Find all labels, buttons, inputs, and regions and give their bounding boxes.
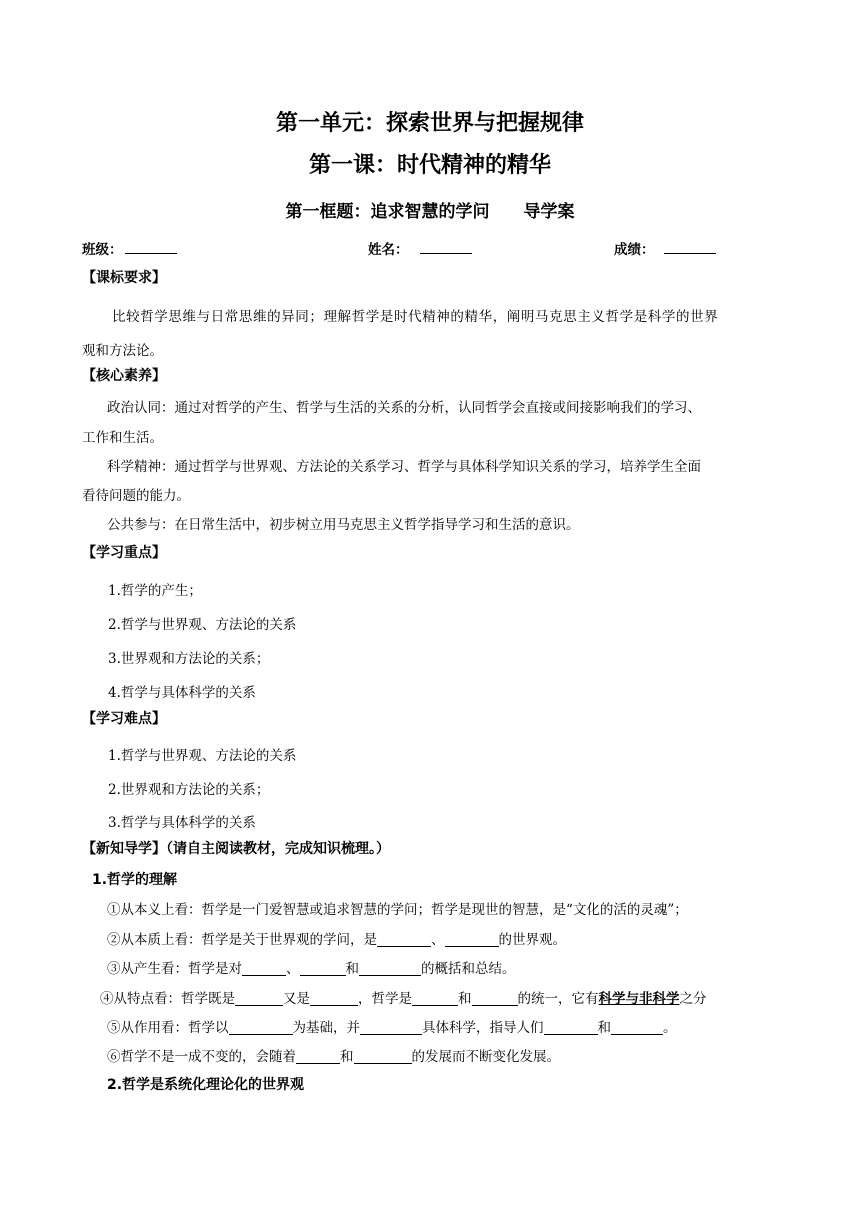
fill-blank[interactable] <box>611 1020 663 1035</box>
literacy-p3: 公共参与：在日常生活中，初步树立用马克思主义哲学指导学习和生活的意识。 <box>107 517 580 533</box>
fill-blank[interactable] <box>412 991 458 1006</box>
fill-blank[interactable] <box>359 961 421 976</box>
item-3-text-c: 和 <box>345 961 359 977</box>
understanding-item-4 <box>100 987 707 1007</box>
fill-blank[interactable] <box>360 1020 422 1035</box>
item-2-text-b: 、 <box>431 932 445 948</box>
item-3-text-d: 的概括和总结。 <box>421 961 516 977</box>
standards-heading: 【课标要求】 <box>82 270 166 286</box>
fill-blank[interactable] <box>229 1020 293 1035</box>
understanding-item-3 <box>107 957 516 977</box>
item-3-text-b: 、 <box>286 961 300 977</box>
item-4-text-g: 之分 <box>679 991 707 1007</box>
guide-heading: 【新知导学】 <box>82 841 166 857</box>
literacy-p1-line-1: 政治认同：通过对哲学的产生、哲学与生活的关系的分析，认同哲学会直接或间接影响我们的学习、 <box>107 400 701 416</box>
literacy-p2-line-2: 看待问题的能力。 <box>82 488 190 504</box>
item-6-text-c: 的发展而不断变化发展。 <box>411 1049 560 1065</box>
item-5-text-a: ⑤从作用看：哲学以 <box>107 1020 229 1036</box>
key-point-item: 2.哲学与世界观、方法论的关系 <box>108 617 297 633</box>
item-6-text-a: ⑥哲学不是一成不变的，会随着 <box>107 1049 296 1065</box>
item-4-text-e: 的统一，它有 <box>517 991 599 1007</box>
key-points-heading: 【学习重点】 <box>82 545 166 561</box>
item-5-text-c: 具体科学，指导人们 <box>422 1020 544 1036</box>
score-blank[interactable] <box>664 252 716 254</box>
fill-blank[interactable] <box>445 932 499 947</box>
item-2-text-c: 的世界观。 <box>498 932 566 948</box>
fill-blank[interactable] <box>354 1049 412 1064</box>
guide-subheading-2: 2.哲学是系统化理论化的世界观 <box>107 1077 305 1093</box>
fill-blank[interactable] <box>296 1049 340 1064</box>
difficult-point-item: 1.哲学与世界观、方法论的关系 <box>108 748 297 764</box>
class-blank[interactable] <box>125 252 177 254</box>
understanding-item-5 <box>107 1016 677 1036</box>
topic-title: 第一框题：追求智慧的学问 导学案 <box>285 202 575 222</box>
name-blank[interactable] <box>420 252 472 254</box>
difficult-points-heading: 【学习难点】 <box>82 711 166 727</box>
item-4-emphasis: 科学与非科学 <box>598 991 680 1007</box>
unit-title: 第一单元：探索世界与把握规律 <box>275 111 584 136</box>
item-3-text-a: ③从产生看：哲学是对 <box>107 961 242 977</box>
lesson-title: 第一课：时代精神的精华 <box>308 153 551 178</box>
literacy-heading: 【核心素养】 <box>82 368 166 384</box>
literacy-p1-line-2: 工作和生活。 <box>82 430 163 446</box>
item-4-text-d: 和 <box>458 991 472 1007</box>
literacy-p2-line-1: 科学精神：通过哲学与世界观、方法论的关系学习、哲学与具体科学知识关系的学习，培养学生全面 <box>107 459 701 475</box>
fill-blank[interactable] <box>544 1020 598 1035</box>
guide-heading-line <box>82 838 390 858</box>
difficult-point-item: 2.世界观和方法论的关系； <box>108 782 270 798</box>
item-5-text-d: 和 <box>597 1020 611 1036</box>
understanding-item-6 <box>107 1045 560 1065</box>
item-4-text-a: ④从特点看：哲学既是 <box>100 991 235 1007</box>
item-6-text-b: 和 <box>340 1049 354 1065</box>
item-4-text-b: 又是 <box>283 991 310 1007</box>
standards-line-2: 观和方法论。 <box>82 343 163 359</box>
fill-blank[interactable] <box>300 961 346 976</box>
fill-blank[interactable] <box>310 991 358 1006</box>
item-4-text-c: ，哲学是 <box>358 991 412 1007</box>
understanding-item-2 <box>107 928 566 948</box>
item-5-text-b: 为基础，并 <box>292 1020 360 1036</box>
fill-blank[interactable] <box>242 961 286 976</box>
fill-blank[interactable] <box>472 991 518 1006</box>
key-point-item: 4.哲学与具体科学的关系 <box>108 685 256 701</box>
item-5-text-e: 。 <box>663 1020 677 1036</box>
guide-subheading-1: 1.哲学的理解 <box>92 872 178 888</box>
fill-blank[interactable] <box>377 932 431 947</box>
key-point-item: 3.世界观和方法论的关系； <box>108 651 270 667</box>
difficult-point-item: 3.哲学与具体科学的关系 <box>108 815 256 831</box>
key-point-item: 1.哲学的产生； <box>108 583 202 599</box>
score-label: 成绩： <box>614 242 655 258</box>
standards-line-1: 比较哲学思维与日常思维的异同；理解哲学是时代精神的精华，阐明马克思主义哲学是科学的世界 <box>112 309 719 325</box>
understanding-item-1: ①从本义上看：哲学是一门爱智慧或追求智慧的学问；哲学是现世的智慧，是“文化的活的灵魂”； <box>107 902 688 918</box>
item-2-text-a: ②从本质上看：哲学是关于世界观的学问，是 <box>107 932 377 948</box>
guide-note: （请自主阅读教材，完成知识梳理。） <box>166 841 390 857</box>
name-label: 姓名： <box>368 242 409 258</box>
class-label: 班级： <box>82 242 123 258</box>
fill-blank[interactable] <box>235 991 283 1006</box>
